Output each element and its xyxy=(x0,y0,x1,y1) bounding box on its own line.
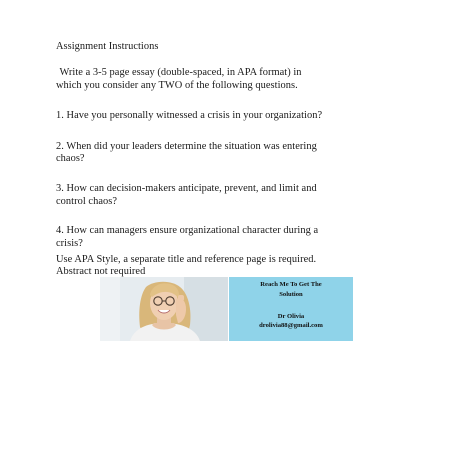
intro-line-2: which you consider any TWO of the following questions. xyxy=(56,80,298,91)
question-2-line-2: chaos? xyxy=(56,153,85,164)
question-1: 1. Have you personally witnessed a crisis in your organization? xyxy=(56,110,323,121)
question-4-line-2: crisis? xyxy=(56,238,83,249)
question-3-line-1: 3. How can decision-makers anticipate, prevent, and limit and xyxy=(56,183,317,194)
contact-panel xyxy=(229,277,353,341)
contact-headline: Reach Me To Get The xyxy=(260,281,322,288)
question-3-line-2: control chaos? xyxy=(56,196,117,207)
contact-headline-2: Solution xyxy=(279,291,303,298)
tutor-photo xyxy=(100,277,228,341)
contact-name: Dr Olivia xyxy=(277,313,305,320)
assignment-heading: Assignment Instructions xyxy=(56,41,159,52)
contact-email[interactable]: drolivia88@gmail.com xyxy=(259,322,323,329)
question-2-line-1: 2. When did your leaders determine the situation was entering xyxy=(56,141,317,152)
apa-requirement-line-1: Use APA Style, a separate title and reference page is required. xyxy=(56,254,317,265)
intro-line-1: Write a 3-5 page essay (double-spaced, in APA format) in xyxy=(57,67,302,78)
question-4-line-1: 4. How can managers ensure organizational character during a xyxy=(56,225,319,236)
apa-requirement-line-2: Abstract not required xyxy=(56,266,146,277)
woman-with-glasses-illustration xyxy=(100,277,228,341)
